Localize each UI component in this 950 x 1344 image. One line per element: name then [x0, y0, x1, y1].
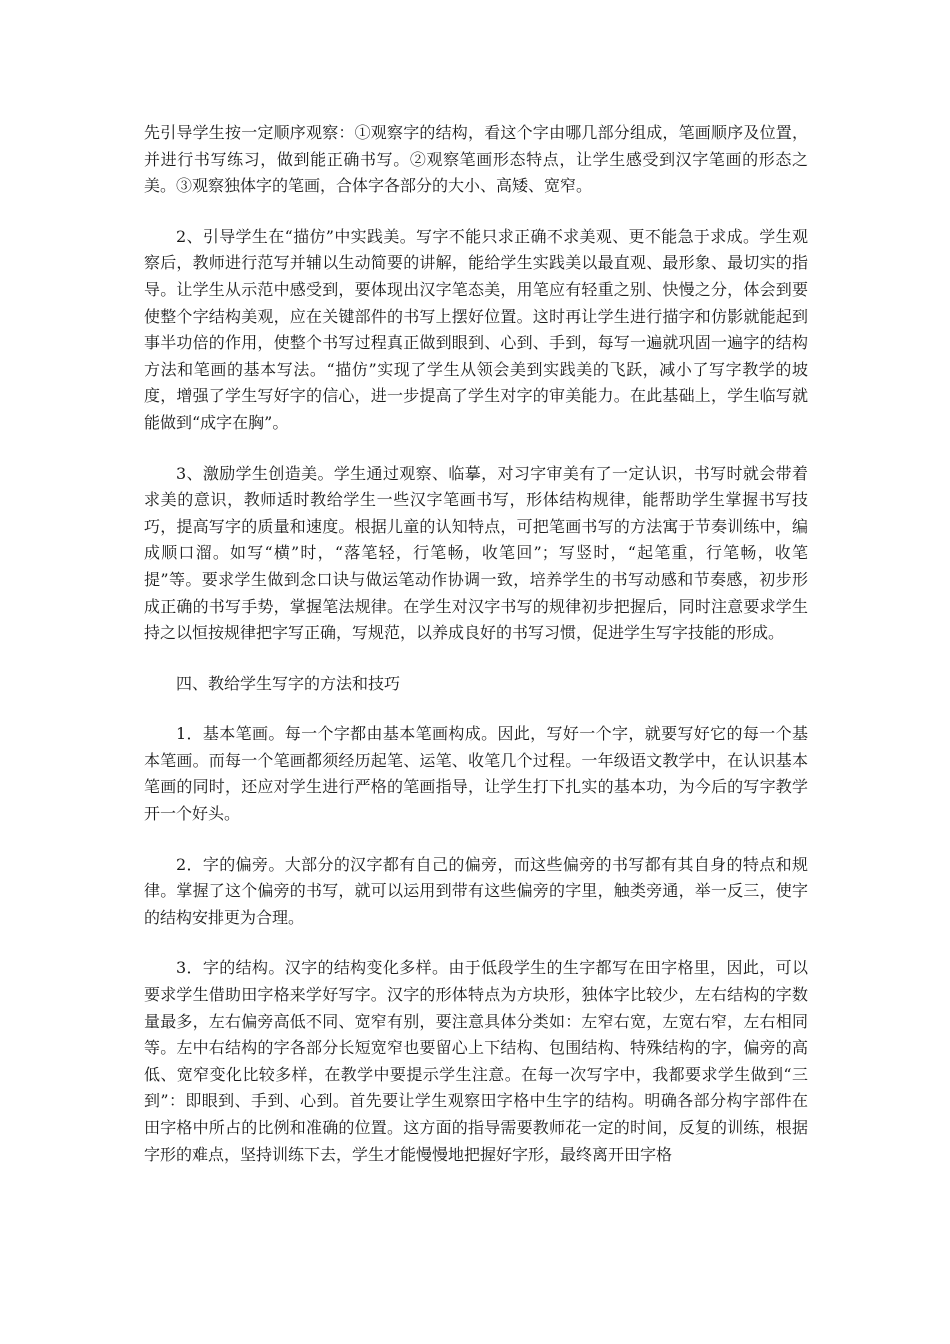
section-heading-methods: 四、教给学生写字的方法和技巧: [176, 673, 401, 693]
document-body: [144, 120, 808, 1192]
paragraph-creating-beauty: 3、激励学生创造美。学生通过观察、临摹，对习字审美有了一定认识，书写时就会带着求美的意识，教师适时教给学生一些汉字笔画书写，形体结构规律，能帮助学生掌握书写技巧，提高写字的质量和速度。根据儿童的认知特点，可把笔画书写的方法寓于节奏训练中，编成顺口溜。如写“横”时，“落笔轻，行笔畅，收笔回”；写竖时，“起笔重，行笔畅，收笔提”等。要求学生做到念口诀与做运笔动作协调一致，培养学生的书写动感和节奏感，初步形成正确的书写手势，掌握笔法规律。在学生对汉字书写的规律初步把握后，同时注意要求学生持之以恒按规律把字写正确，写规范，以养成良好的书写习惯，促进学生写字技能的形成。: [144, 463, 808, 643]
paragraph-tracing-practice: 2、引导学生在“描仿”中实践美。写字不能只求正确不求美观、更不能急于求成。学生观察后，教师进行范写并辅以生动简要的讲解，能给学生实践美以最直观、最形象、最切实的指导。让学生从示范中感受到，要体现出汉字笔态美，用笔应有轻重之别、快慢之分，体会到要使整个字结构美观，应在关键部件的书写上摆好位置。这时再让学生进行描字和仿影就能起到事半功倍的作用，使整个书写过程真正做到眼到、心到、手到，每写一遍就巩固一遍字的结构方法和笔画的基本写法。“描仿”实现了学生从领会美到实践美的飞跃，减小了写字教学的坡度，增强了学生写好字的信心，进一步提高了学生对字的审美能力。在此基础上，学生临写就能做到“成字在胸”。: [144, 226, 808, 432]
paragraph-character-structure: 3．字的结构。汉字的结构变化多样。由于低段学生的生字都写在田字格里，因此，可以要求学生借助田字格来学好写字。汉字的形体特点为方块形，独体字比较少，左右结构的字数量最多，左右偏旁高低不同、宽窄有别，要注意具体分类如：左窄右宽，左宽右窄，左右相同等。左中右结构的字各部分长短宽窄也要留心上下结构、包围结构、特殊结构的字，偏旁的高低、宽窄变化比较多样，在教学中要提示学生注意。在每一次写字中，我都要求学生做到“三到”：即眼到、手到、心到。首先要让学生观察田字格中生字的结构。明确各部分构字部件在田字格中所占的比例和准确的位置。这方面的指导需要教师花一定的时间，反复的训练，根据字形的难点，坚持训练下去，学生才能慢慢地把握好字形，最终离开田字格: [144, 958, 808, 1164]
paragraph-basic-strokes: 1．基本笔画。每一个字都由基本笔画构成。因此，写好一个字，就要写好它的每一个基本笔画。而每一个笔画都须经历起笔、运笔、收笔几个过程。一年级语文教学中，在认识基本笔画的同时，还应对学生进行严格的笔画指导，让学生打下扎实的基本功，为今后的写字教学开一个好头。: [144, 724, 808, 824]
paragraph-radicals: 2．字的偏旁。大部分的汉字都有自己的偏旁，而这些偏旁的书写都有其自身的特点和规律。掌握了这个偏旁的书写，就可以运用到带有这些偏旁的字里，触类旁通，举一反三，使字的结构安排更为合理。: [144, 854, 808, 927]
paragraph-observation-steps: 先引导学生按一定顺序观察：①观察字的结构，看这个字由哪几部分组成，笔画顺序及位置，并进行书写练习，做到能正确书写。②观察笔画形态特点，让学生感受到汉字笔画的形态之美。③观察独体字的笔画，合体字各部分的大小、高矮、宽窄。: [144, 123, 808, 196]
